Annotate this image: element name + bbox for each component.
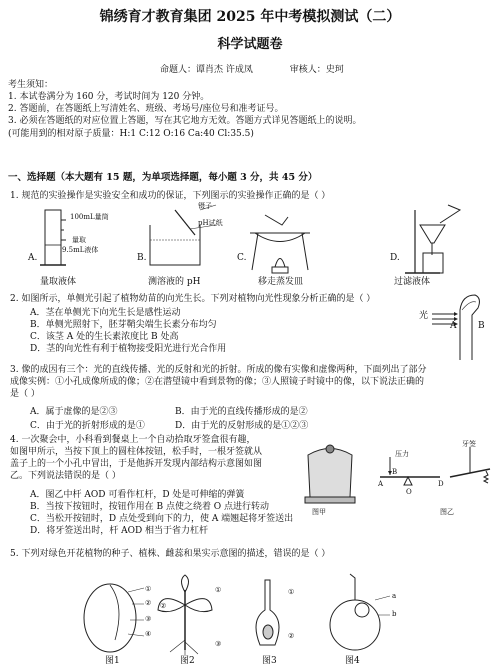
graduated-cylinder-icon [40, 210, 66, 265]
question-2 [10, 293, 490, 305]
question-4-line: 如图甲所示，当按下顶上的圆柱体按钮，松手时，一根牙签就从 [10, 447, 263, 458]
question-3-line: 是（ ） [10, 389, 40, 400]
q2-options [30, 307, 226, 356]
exam-title: 锦绣育才教育集团 2025 年中考模拟测试（二） [99, 9, 401, 25]
fruit-label: b [392, 610, 397, 618]
exam-notice [8, 79, 498, 140]
point-b-label: B [478, 321, 485, 331]
filtration-funnel-icon [405, 205, 460, 273]
ph-paper-label: pH试纸 [198, 219, 223, 227]
evaporating-dish-icon [250, 215, 310, 273]
point-label: O [406, 488, 412, 496]
question-3 [10, 364, 490, 400]
q1-caption-d: 过滤液体 [394, 277, 431, 287]
fruit-icon [330, 574, 390, 650]
light-label: 光 [419, 311, 429, 321]
reviewer: 审核人：史珂 [289, 65, 344, 75]
point-a-label: A [450, 321, 457, 331]
question-4-line: 4. 一次聚会中，小科看到餐桌上一个自动拾取牙签盒很有趣， [10, 435, 256, 445]
plant-seedling-icon [158, 575, 212, 655]
notice-item: 1. 本试卷满分为 160 分，考试时间为 120 分钟。 [8, 92, 210, 103]
question-3-line: 3. 像的成因有三个：光的直线传播、光的反射和光的折射。所成的像有实像和虚像两种，下面列出了部分 [10, 365, 427, 375]
q4-option-b: B．当按下按钮时，按钮作用在 B 点使之绕着 O 点进行转动 [30, 502, 270, 513]
pistil-label: ① [288, 588, 295, 596]
question-1-stem: 1. 规范的实验操作是实验安全和成功的保证，下列图示的实验操作正确的是（ ） [10, 191, 331, 201]
q1-caption-a: 量取液体 [40, 277, 77, 287]
atomic-mass-note: (可能用到的相对原子质量：H:1 C:12 O:16 Ca:40 Cl:35.5) [8, 128, 254, 139]
fruit-label: a [392, 592, 397, 600]
seedling-stem-icon [460, 295, 479, 360]
notice-heading: 考生须知： [8, 80, 54, 90]
q1-caption-b: 测溶液的 pH [148, 277, 201, 287]
point-label: B [392, 468, 398, 476]
figure-yi-label: 图乙 [440, 508, 454, 516]
question-3-line: 成像实例：①小孔成像所成的像；②在潜望镜中看到景物的像；③人照镜子时镜中的像，以下说法正确的 [10, 377, 425, 388]
cylinder-read-label-2: 9.5mL液体 [62, 246, 99, 254]
q2-option-c: C．该茎 A 处的生长素浓度比 B 处高 [30, 332, 179, 343]
q3-option-c: C．由于光的折射形成的是① [30, 421, 145, 431]
toothpick-label: 牙签 [462, 440, 476, 448]
plant-label: ② [160, 602, 167, 610]
figure-2-caption: 图2 [180, 656, 195, 666]
seed-label: ③ [145, 615, 152, 623]
q2-option-d: D．茎的向光性有利于植物接受阳光进行光合作用 [30, 344, 227, 355]
point-label: A [378, 480, 384, 488]
figure-jia-label: 图甲 [312, 508, 326, 516]
beaker-icon [150, 205, 216, 265]
pistil-label: ② [288, 632, 295, 640]
plant-label: ① [215, 586, 222, 594]
q3-option-a: A．属于虚像的是②③ [30, 407, 118, 417]
pistil-icon [256, 580, 279, 645]
figure-4-caption: 图4 [345, 656, 360, 666]
q2-option-a: A．茎在单侧光下向光生长是感性运动 [30, 308, 181, 318]
q3-option-d: D．由于光的反射形成的是①②③ [175, 421, 309, 431]
q3-option-b: B．由于光的直线传播形成的是② [175, 407, 308, 417]
question-4-line: 乙。下列说法错误的是（ ） [10, 471, 121, 482]
option-label: C. [237, 253, 247, 263]
authors-line [160, 64, 378, 76]
q4-option-d: D．将牙签送出时，杆 AOD 相当于省力杠杆 [30, 526, 209, 537]
seed-label: ④ [145, 630, 152, 638]
cylinder-volume-label: 100mL量筒 [70, 213, 109, 221]
seed-icon [84, 584, 144, 652]
force-label: 压力 [395, 450, 409, 458]
notice-item: 2. 答题前，在答题纸上写清姓名、班级、考场号/座位号和准考证号。 [8, 104, 284, 115]
plant-figures [70, 570, 470, 655]
plant-label: ③ [215, 640, 222, 648]
q4-options [30, 489, 293, 538]
question-4 [10, 434, 300, 483]
q2-option-b: B．单侧光照射下，胚芽鞘尖端生长素分布均匀 [30, 320, 217, 331]
seed-label: ② [145, 599, 152, 607]
option-label: D. [390, 253, 400, 263]
notice-item: 3. 必须在答题纸的对应位置上答题，写在其它地方无效。答题方式详见答题纸上的说明。 [8, 116, 362, 127]
point-label: D [438, 480, 444, 488]
option-label: A. [28, 253, 38, 263]
exam-subtitle: 科学试题卷 [217, 37, 283, 52]
seed-label: ① [145, 585, 152, 593]
cylinder-read-label: 量取 [72, 236, 86, 244]
q1-caption-c: 移走蒸发皿 [258, 277, 304, 287]
question-2-stem: 2. 如图所示，单侧光引起了植物幼苗的向光生长。下列对植物向光性现象分析正确的是（ ） [10, 294, 376, 304]
question-setters: 命题人：谭肖杰 许成凤 [160, 65, 253, 75]
q4-option-a: A．图乙中杆 AOD 可看作杠杆，D 处是可伸缩的弹簧 [30, 490, 245, 500]
question-4-line: 盖子上的一个小孔中冒出，于是他拆开发现内部结构示意图如图 [10, 459, 263, 470]
tweezers-label: 镊子 [198, 202, 212, 210]
q4-option-c: C．当松开按钮时，D 点处受到向下的力，使 A 端翘起将牙签送出 [30, 514, 294, 525]
option-label: B. [137, 253, 147, 263]
figure-3-caption: 图3 [262, 656, 277, 666]
toothpick-box-icon [305, 445, 355, 503]
section-heading: 一、选择题（本大题有 15 题，为单项选择题，每小题 3 分，共 45 分） [8, 172, 318, 183]
figure-1-caption: 图1 [105, 656, 120, 666]
question-5-stem: 5. 下列对绿色开花植物的种子、植株、雌蕊和果实示意图的描述，错误的是（ ） [10, 549, 331, 559]
